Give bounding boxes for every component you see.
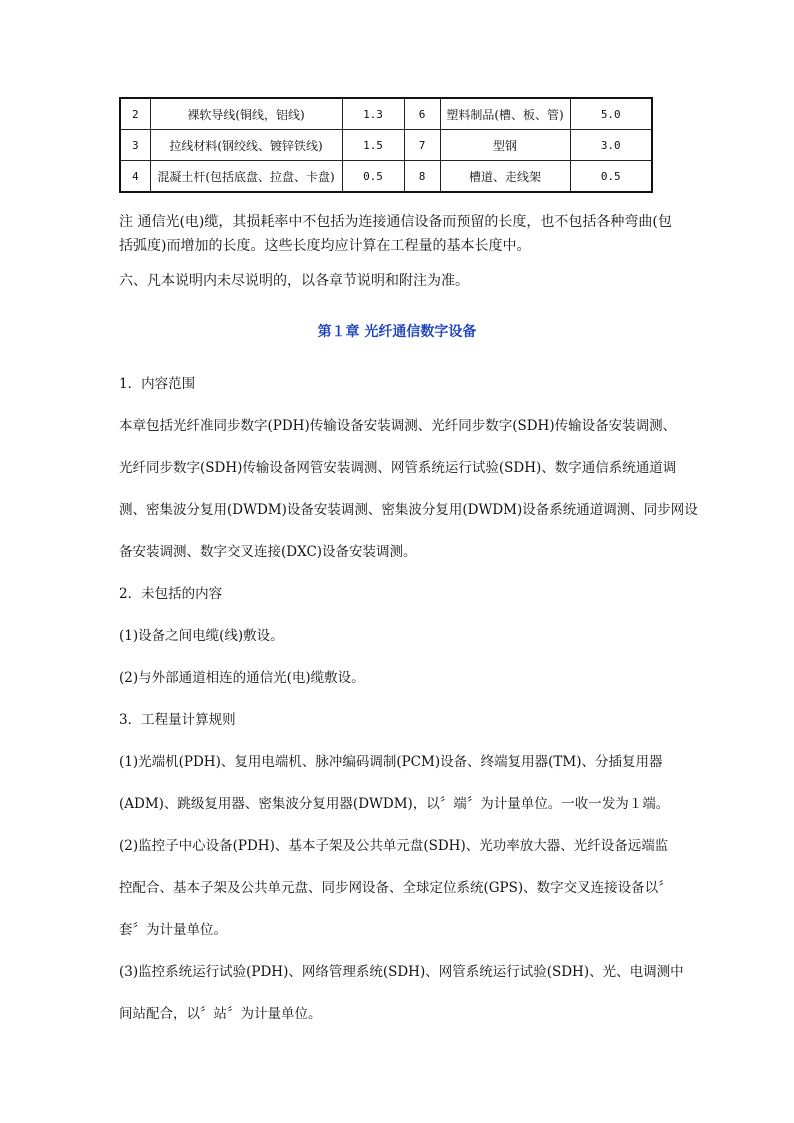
body-text-line: 控配合、基本子架及公共单元盘、同步网设备、全球定位系统(GPS)、数字交叉连接设备以〞 xyxy=(119,880,672,896)
table-row xyxy=(120,98,652,130)
heading-calculation-rules: 3．工程量计算规则 xyxy=(119,712,236,728)
section-6-text: 六、凡本说明内未尽说明的，以各章节说明和附注为准。 xyxy=(119,273,469,289)
body-text-line: 测、密集波分复用(DWDM)设备安装调测、密集波分复用(DWDM)设备系统通道调测、同步网设 xyxy=(119,502,698,518)
heading-scope: 1．内容范围 xyxy=(119,376,196,392)
note-line: 括弧度)而增加的长度。这些长度均应计算在工程量的基本长度中。 xyxy=(119,238,531,254)
table-row xyxy=(120,161,652,193)
table-row xyxy=(120,130,652,161)
table-cell: 7 xyxy=(404,130,440,161)
body-text-line: (1)光端机(PDH)、复用电端机、脉冲编码调制(PCM)设备、终端复用器(TM)、分插复用器 xyxy=(119,754,663,770)
table-cell: 0.5 xyxy=(570,161,652,193)
table-cell: 6 xyxy=(404,98,440,130)
table-cell: 混凝土杆(包括底盘、拉盘、卡盘) xyxy=(150,161,342,193)
table-cell: 3.0 xyxy=(570,130,652,161)
note-paragraph xyxy=(119,210,679,258)
body-text-line: (1)设备之间电缆(线)敷设。 xyxy=(119,628,284,644)
table-cell: 0.5 xyxy=(342,161,404,193)
body-text-line: 备安装调测、数字交叉连接(DXC)设备安装调测。 xyxy=(119,544,417,560)
loss-rate-table xyxy=(119,97,653,193)
body-text-line: (ADM)、跳级复用器、密集波分复用器(DWDM)，以〞端〞为计量单位。一收一发为１端。 xyxy=(119,796,670,812)
table-cell: 型钢 xyxy=(440,130,570,161)
body-text-line: 本章包括光纤准同步数字(PDH)传输设备安装调测、光纤同步数字(SDH)传输设备安装调测、 xyxy=(119,418,677,434)
table-cell: 3 xyxy=(120,130,150,161)
note-line: 注 通信光(电)缆，其损耗率中不包括为连接通信设备而预留的长度，也不包括各种弯曲(包 xyxy=(119,214,672,230)
body-text-line: 光纤同步数字(SDH)传输设备网管安装调测、网管系统运行试验(SDH)、数字通信系统通道调 xyxy=(119,460,677,476)
table-cell: 8 xyxy=(404,161,440,193)
body-text-line: 间站配合，以〞站〞为计量单位。 xyxy=(119,1006,322,1022)
table-cell: 塑料制品(槽、板、管) xyxy=(440,98,570,130)
table-cell: 裸软导线(铜线，铝线) xyxy=(150,98,342,130)
body-text-line: (2)监控子中心设备(PDH)、基本子架及公共单元盘(SDH)、光功率放大器、光纤设备远端监 xyxy=(119,838,669,854)
table-cell: 4 xyxy=(120,161,150,193)
body-text-line: (2)与外部通道相连的通信光(电)缆敷设。 xyxy=(119,670,365,686)
body-text-line: (3)监控系统运行试验(PDH)、网络管理系统(SDH)、网管系统运行试验(SDH)、光、电调测中 xyxy=(119,964,684,980)
table-cell: 5.0 xyxy=(570,98,652,130)
chapter-title: 第１章 光纤通信数字设备 xyxy=(317,324,477,340)
table-cell: 1.5 xyxy=(342,130,404,161)
table-cell: 拉线材料(钢绞线、镀锌铁线) xyxy=(150,130,342,161)
table-cell: 1.3 xyxy=(342,98,404,130)
table-cell: 槽道、走线架 xyxy=(440,161,570,193)
table-cell: 2 xyxy=(120,98,150,130)
heading-excluded: 2．未包括的内容 xyxy=(119,586,223,602)
body-text-line: 套〞为计量单位。 xyxy=(119,922,227,938)
